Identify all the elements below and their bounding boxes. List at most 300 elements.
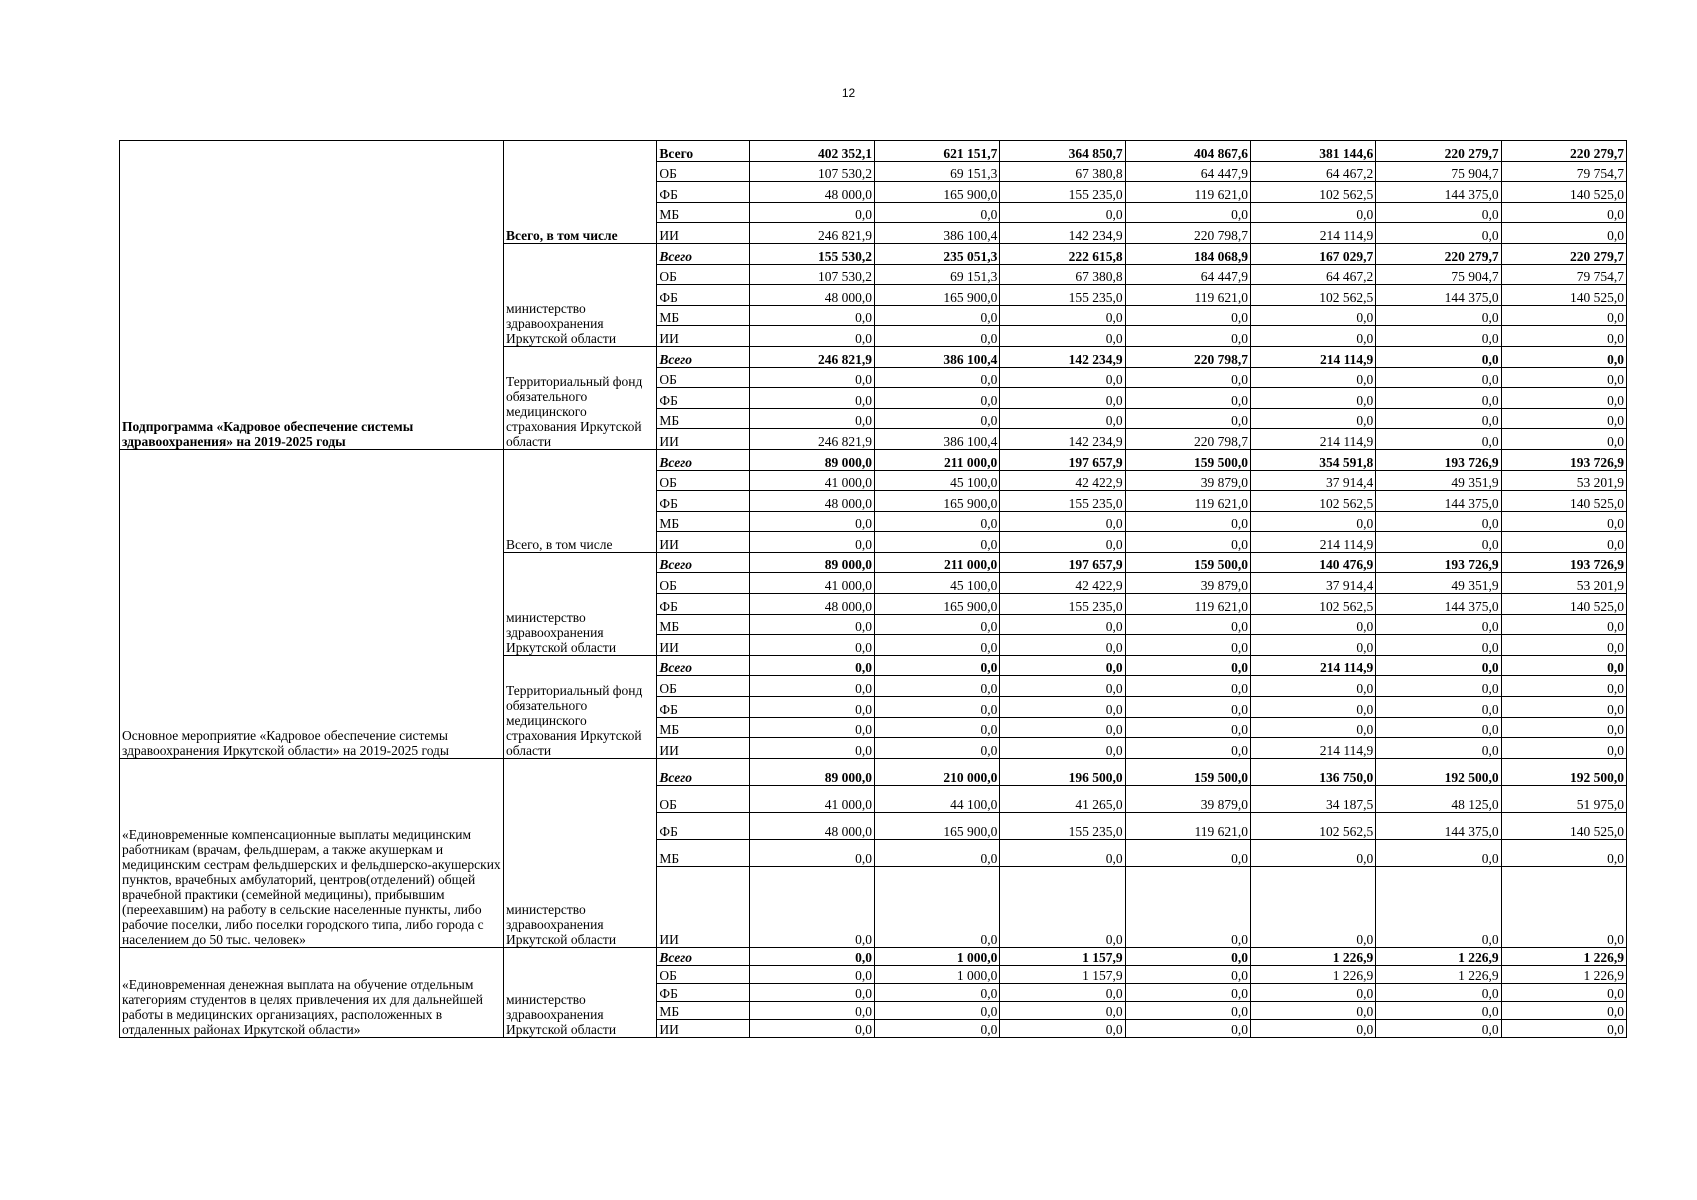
amount-cell: 1 226,9 [1376, 947, 1501, 965]
amount-cell: 48 000,0 [749, 285, 874, 306]
amount-cell: 0,0 [1000, 1001, 1125, 1019]
financing-table-body [120, 141, 1627, 1038]
amount-cell: 0,0 [1000, 866, 1125, 947]
funding-source: ИИ [657, 532, 749, 553]
funding-source: МБ [657, 614, 749, 635]
amount-cell: 0,0 [749, 367, 874, 388]
funding-source: ИИ [657, 866, 749, 947]
amount-cell: 246 821,9 [749, 429, 874, 450]
amount-cell: 0,0 [874, 697, 999, 718]
amount-cell: 89 000,0 [749, 552, 874, 573]
amount-cell: 354 591,8 [1250, 449, 1375, 470]
amount-cell: 0,0 [749, 511, 874, 532]
table-row [120, 449, 1627, 470]
amount-cell: 0,0 [1250, 1001, 1375, 1019]
amount-cell: 0,0 [749, 676, 874, 697]
amount-cell: 0,0 [1125, 839, 1250, 866]
amount-cell: 119 621,0 [1125, 491, 1250, 512]
amount-cell: 211 000,0 [874, 552, 999, 573]
amount-cell: 48 125,0 [1376, 785, 1501, 812]
amount-cell: 0,0 [874, 408, 999, 429]
amount-cell: 0,0 [1125, 965, 1250, 983]
amount-cell: 0,0 [749, 866, 874, 947]
amount-cell: 0,0 [1000, 614, 1125, 635]
amount-cell: 0,0 [1250, 202, 1375, 223]
funding-source: ОБ [657, 965, 749, 983]
amount-cell: 41 000,0 [749, 470, 874, 491]
amount-cell: 41 000,0 [749, 785, 874, 812]
amount-cell: 155 235,0 [1000, 491, 1125, 512]
amount-cell: 0,0 [874, 511, 999, 532]
amount-cell: 0,0 [1125, 532, 1250, 553]
amount-cell: 79 754,7 [1501, 161, 1626, 182]
amount-cell: 0,0 [1250, 305, 1375, 326]
funding-source: МБ [657, 305, 749, 326]
amount-cell: 0,0 [1125, 367, 1250, 388]
funding-source: ОБ [657, 470, 749, 491]
amount-cell: 0,0 [874, 532, 999, 553]
amount-cell: 39 879,0 [1125, 573, 1250, 594]
funding-source: Всего [657, 758, 749, 785]
amount-cell: 0,0 [749, 532, 874, 553]
amount-cell: 220 798,7 [1125, 223, 1250, 244]
amount-cell: 220 279,7 [1501, 141, 1626, 162]
funding-source: Всего [657, 141, 749, 162]
amount-cell: 0,0 [1376, 388, 1501, 409]
amount-cell: 386 100,4 [874, 346, 999, 367]
amount-cell: 0,0 [749, 839, 874, 866]
amount-cell: 0,0 [874, 202, 999, 223]
amount-cell: 0,0 [1250, 676, 1375, 697]
amount-cell: 53 201,9 [1501, 470, 1626, 491]
amount-cell: 0,0 [1376, 429, 1501, 450]
amount-cell: 64 467,2 [1250, 161, 1375, 182]
amount-cell: 165 900,0 [874, 594, 999, 615]
amount-cell: 0,0 [749, 947, 874, 965]
amount-cell: 0,0 [1376, 1019, 1501, 1037]
amount-cell: 155 235,0 [1000, 812, 1125, 839]
amount-cell: 0,0 [1250, 866, 1375, 947]
funding-source: Всего [657, 243, 749, 264]
amount-cell: 42 422,9 [1000, 573, 1125, 594]
amount-cell: 69 151,3 [874, 264, 999, 285]
amount-cell: 0,0 [1376, 655, 1501, 676]
amount-cell: 0,0 [1250, 839, 1375, 866]
funding-source: МБ [657, 202, 749, 223]
amount-cell: 0,0 [1250, 635, 1375, 656]
funding-source: ФБ [657, 983, 749, 1001]
program-name: «Единовременные компенсационные выплаты медицинским работникам (врачам, фельдшерам, а также акушеркам и медицинским сестрам фельдшерских и фельдшерско-акушерских пунктов, врачебных амбулаторий, центров(отделений) общей врачебной практики (семейной медицины), прибывшим (переехавшим) на работу в сельские населенные пункты, либо рабочие поселки, либо поселки городского типа, либо города с населением до 50 тыс. человек» [120, 758, 504, 947]
amount-cell: 193 726,9 [1376, 552, 1501, 573]
amount-cell: 0,0 [874, 305, 999, 326]
executor-name: министерство здравоохранения Иркутской области [504, 552, 657, 655]
amount-cell: 48 000,0 [749, 491, 874, 512]
amount-cell: 159 500,0 [1125, 552, 1250, 573]
amount-cell: 235 051,3 [874, 243, 999, 264]
amount-cell: 0,0 [749, 408, 874, 429]
amount-cell: 192 500,0 [1501, 758, 1626, 785]
table-row [120, 141, 1627, 162]
amount-cell: 0,0 [1250, 511, 1375, 532]
financing-table [119, 140, 1627, 1038]
amount-cell: 0,0 [1501, 202, 1626, 223]
amount-cell: 0,0 [1501, 655, 1626, 676]
amount-cell: 0,0 [1125, 511, 1250, 532]
amount-cell: 0,0 [1125, 614, 1250, 635]
amount-cell: 246 821,9 [749, 223, 874, 244]
amount-cell: 0,0 [1376, 635, 1501, 656]
amount-cell: 0,0 [1000, 202, 1125, 223]
amount-cell: 0,0 [874, 655, 999, 676]
amount-cell: 155 235,0 [1000, 594, 1125, 615]
funding-source: ИИ [657, 635, 749, 656]
amount-cell: 0,0 [1125, 388, 1250, 409]
amount-cell: 0,0 [1250, 408, 1375, 429]
amount-cell: 0,0 [874, 1001, 999, 1019]
amount-cell: 45 100,0 [874, 573, 999, 594]
amount-cell: 140 525,0 [1501, 491, 1626, 512]
executor-name: Всего, в том числе [504, 449, 657, 552]
amount-cell: 165 900,0 [874, 812, 999, 839]
amount-cell: 155 235,0 [1000, 182, 1125, 203]
amount-cell: 0,0 [1000, 511, 1125, 532]
amount-cell: 0,0 [874, 326, 999, 347]
amount-cell: 0,0 [1501, 346, 1626, 367]
amount-cell: 140 525,0 [1501, 285, 1626, 306]
amount-cell: 0,0 [1125, 202, 1250, 223]
funding-source: Всего [657, 947, 749, 965]
amount-cell: 0,0 [1125, 408, 1250, 429]
amount-cell: 107 530,2 [749, 264, 874, 285]
amount-cell: 53 201,9 [1501, 573, 1626, 594]
funding-source: ОБ [657, 676, 749, 697]
amount-cell: 0,0 [1501, 635, 1626, 656]
amount-cell: 0,0 [1376, 1001, 1501, 1019]
amount-cell: 67 380,8 [1000, 264, 1125, 285]
amount-cell: 41 265,0 [1000, 785, 1125, 812]
amount-cell: 0,0 [1125, 635, 1250, 656]
amount-cell: 0,0 [1376, 983, 1501, 1001]
amount-cell: 0,0 [1501, 717, 1626, 738]
funding-source: ОБ [657, 264, 749, 285]
program-name: Основное мероприятие «Кадровое обеспечение системы здравоохранения Иркутской области» на 2019-2025 годы [120, 449, 504, 758]
funding-source: ИИ [657, 326, 749, 347]
amount-cell: 214 114,9 [1250, 429, 1375, 450]
amount-cell: 386 100,4 [874, 223, 999, 244]
amount-cell: 0,0 [1125, 738, 1250, 759]
amount-cell: 0,0 [749, 697, 874, 718]
amount-cell: 402 352,1 [749, 141, 874, 162]
amount-cell: 0,0 [749, 202, 874, 223]
amount-cell: 0,0 [1125, 305, 1250, 326]
amount-cell: 0,0 [1376, 614, 1501, 635]
amount-cell: 0,0 [1501, 223, 1626, 244]
amount-cell: 0,0 [1501, 532, 1626, 553]
amount-cell: 0,0 [1000, 676, 1125, 697]
funding-source: ИИ [657, 1019, 749, 1037]
funding-source: Всего [657, 655, 749, 676]
amount-cell: 0,0 [1250, 697, 1375, 718]
amount-cell: 0,0 [1501, 305, 1626, 326]
amount-cell: 34 187,5 [1250, 785, 1375, 812]
amount-cell: 49 351,9 [1376, 573, 1501, 594]
amount-cell: 0,0 [1250, 1019, 1375, 1037]
amount-cell: 1 000,0 [874, 947, 999, 965]
amount-cell: 1 157,9 [1000, 947, 1125, 965]
funding-source: МБ [657, 1001, 749, 1019]
amount-cell: 144 375,0 [1376, 182, 1501, 203]
amount-cell: 0,0 [1250, 326, 1375, 347]
amount-cell: 196 500,0 [1000, 758, 1125, 785]
amount-cell: 214 114,9 [1250, 223, 1375, 244]
amount-cell: 0,0 [1501, 326, 1626, 347]
amount-cell: 0,0 [749, 326, 874, 347]
amount-cell: 142 234,9 [1000, 429, 1125, 450]
amount-cell: 0,0 [1501, 388, 1626, 409]
amount-cell: 197 657,9 [1000, 552, 1125, 573]
amount-cell: 0,0 [874, 866, 999, 947]
amount-cell: 0,0 [874, 983, 999, 1001]
amount-cell: 0,0 [1376, 866, 1501, 947]
amount-cell: 0,0 [1501, 839, 1626, 866]
amount-cell: 155 235,0 [1000, 285, 1125, 306]
executor-name: Территориальный фонд обязательного медицинского страхования Иркутской области [504, 655, 657, 758]
amount-cell: 0,0 [749, 1001, 874, 1019]
amount-cell: 136 750,0 [1250, 758, 1375, 785]
amount-cell: 0,0 [1000, 326, 1125, 347]
amount-cell: 210 000,0 [874, 758, 999, 785]
funding-source: ОБ [657, 573, 749, 594]
amount-cell: 381 144,6 [1250, 141, 1375, 162]
amount-cell: 0,0 [1125, 1019, 1250, 1037]
amount-cell: 0,0 [1376, 532, 1501, 553]
funding-source: МБ [657, 717, 749, 738]
amount-cell: 75 904,7 [1376, 264, 1501, 285]
amount-cell: 102 562,5 [1250, 491, 1375, 512]
amount-cell: 89 000,0 [749, 449, 874, 470]
amount-cell: 184 068,9 [1125, 243, 1250, 264]
amount-cell: 0,0 [749, 614, 874, 635]
amount-cell: 0,0 [874, 367, 999, 388]
amount-cell: 220 279,7 [1501, 243, 1626, 264]
funding-source: Всего [657, 449, 749, 470]
amount-cell: 214 114,9 [1250, 738, 1375, 759]
amount-cell: 51 975,0 [1501, 785, 1626, 812]
amount-cell: 107 530,2 [749, 161, 874, 182]
amount-cell: 144 375,0 [1376, 285, 1501, 306]
amount-cell: 0,0 [749, 738, 874, 759]
amount-cell: 0,0 [1125, 655, 1250, 676]
executor-name: министерство здравоохранения Иркутской области [504, 243, 657, 346]
amount-cell: 102 562,5 [1250, 594, 1375, 615]
funding-source: МБ [657, 511, 749, 532]
amount-cell: 75 904,7 [1376, 161, 1501, 182]
amount-cell: 0,0 [1501, 1001, 1626, 1019]
amount-cell: 0,0 [1250, 983, 1375, 1001]
amount-cell: 64 447,9 [1125, 161, 1250, 182]
amount-cell: 220 798,7 [1125, 429, 1250, 450]
amount-cell: 1 226,9 [1376, 965, 1501, 983]
amount-cell: 39 879,0 [1125, 470, 1250, 491]
amount-cell: 0,0 [1125, 717, 1250, 738]
amount-cell: 0,0 [749, 655, 874, 676]
amount-cell: 1 157,9 [1000, 965, 1125, 983]
amount-cell: 49 351,9 [1376, 470, 1501, 491]
amount-cell: 45 100,0 [874, 470, 999, 491]
funding-source: МБ [657, 839, 749, 866]
amount-cell: 0,0 [749, 388, 874, 409]
amount-cell: 0,0 [1501, 511, 1626, 532]
amount-cell: 0,0 [749, 983, 874, 1001]
amount-cell: 37 914,4 [1250, 470, 1375, 491]
amount-cell: 0,0 [1125, 1001, 1250, 1019]
executor-name: Всего, в том числе [504, 141, 657, 244]
amount-cell: 0,0 [1000, 388, 1125, 409]
amount-cell: 165 900,0 [874, 491, 999, 512]
amount-cell: 0,0 [1000, 697, 1125, 718]
amount-cell: 48 000,0 [749, 182, 874, 203]
amount-cell: 0,0 [1501, 429, 1626, 450]
amount-cell: 0,0 [1376, 202, 1501, 223]
amount-cell: 0,0 [1376, 839, 1501, 866]
amount-cell: 0,0 [1501, 1019, 1626, 1037]
amount-cell: 0,0 [1376, 223, 1501, 244]
amount-cell: 0,0 [749, 1019, 874, 1037]
funding-source: ФБ [657, 388, 749, 409]
amount-cell: 89 000,0 [749, 758, 874, 785]
amount-cell: 64 467,2 [1250, 264, 1375, 285]
amount-cell: 0,0 [1501, 697, 1626, 718]
amount-cell: 0,0 [749, 635, 874, 656]
amount-cell: 0,0 [1000, 635, 1125, 656]
funding-source: ФБ [657, 491, 749, 512]
funding-source: ОБ [657, 367, 749, 388]
amount-cell: 193 726,9 [1501, 449, 1626, 470]
amount-cell: 144 375,0 [1376, 594, 1501, 615]
amount-cell: 0,0 [1000, 408, 1125, 429]
amount-cell: 220 279,7 [1376, 243, 1501, 264]
amount-cell: 140 525,0 [1501, 594, 1626, 615]
amount-cell: 193 726,9 [1501, 552, 1626, 573]
amount-cell: 0,0 [1376, 676, 1501, 697]
amount-cell: 102 562,5 [1250, 285, 1375, 306]
amount-cell: 1 000,0 [874, 965, 999, 983]
amount-cell: 0,0 [1000, 305, 1125, 326]
amount-cell: 140 525,0 [1501, 812, 1626, 839]
amount-cell: 0,0 [874, 839, 999, 866]
funding-source: ИИ [657, 429, 749, 450]
amount-cell: 0,0 [1376, 367, 1501, 388]
funding-source: ИИ [657, 738, 749, 759]
amount-cell: 0,0 [1501, 983, 1626, 1001]
amount-cell: 140 476,9 [1250, 552, 1375, 573]
funding-source: МБ [657, 408, 749, 429]
amount-cell: 79 754,7 [1501, 264, 1626, 285]
funding-source: ФБ [657, 697, 749, 718]
funding-source: ФБ [657, 285, 749, 306]
amount-cell: 0,0 [1000, 532, 1125, 553]
program-name: «Единовременная денежная выплата на обучение отдельным категориям студентов в целях привлечения их для дальнейшей работы в медицинских организациях, расположенных в отдаленных районах Иркутской области» [120, 947, 504, 1037]
funding-source: ФБ [657, 812, 749, 839]
amount-cell: 0,0 [749, 305, 874, 326]
amount-cell: 140 525,0 [1501, 182, 1626, 203]
amount-cell: 0,0 [1250, 717, 1375, 738]
funding-source: Всего [657, 346, 749, 367]
amount-cell: 0,0 [1000, 983, 1125, 1001]
amount-cell: 0,0 [874, 717, 999, 738]
amount-cell: 39 879,0 [1125, 785, 1250, 812]
amount-cell: 1 226,9 [1250, 947, 1375, 965]
amount-cell: 41 000,0 [749, 573, 874, 594]
amount-cell: 193 726,9 [1376, 449, 1501, 470]
program-name: Подпрограмма «Кадровое обеспечение системы здравоохранения» на 2019-2025 годы [120, 141, 504, 450]
funding-source: ФБ [657, 182, 749, 203]
amount-cell: 0,0 [874, 635, 999, 656]
amount-cell: 142 234,9 [1000, 223, 1125, 244]
amount-cell: 0,0 [874, 388, 999, 409]
amount-cell: 165 900,0 [874, 285, 999, 306]
amount-cell: 142 234,9 [1000, 346, 1125, 367]
amount-cell: 37 914,4 [1250, 573, 1375, 594]
amount-cell: 167 029,7 [1250, 243, 1375, 264]
amount-cell: 0,0 [1000, 655, 1125, 676]
amount-cell: 0,0 [1376, 305, 1501, 326]
amount-cell: 0,0 [1125, 947, 1250, 965]
amount-cell: 44 100,0 [874, 785, 999, 812]
amount-cell: 0,0 [1000, 839, 1125, 866]
amount-cell: 222 615,8 [1000, 243, 1125, 264]
amount-cell: 119 621,0 [1125, 285, 1250, 306]
amount-cell: 214 114,9 [1250, 532, 1375, 553]
amount-cell: 0,0 [1501, 866, 1626, 947]
amount-cell: 0,0 [1125, 676, 1250, 697]
amount-cell: 0,0 [1376, 738, 1501, 759]
amount-cell: 220 798,7 [1125, 346, 1250, 367]
amount-cell: 119 621,0 [1125, 594, 1250, 615]
amount-cell: 0,0 [1125, 983, 1250, 1001]
amount-cell: 48 000,0 [749, 812, 874, 839]
amount-cell: 119 621,0 [1125, 182, 1250, 203]
funding-source: Всего [657, 552, 749, 573]
amount-cell: 102 562,5 [1250, 812, 1375, 839]
amount-cell: 0,0 [749, 965, 874, 983]
amount-cell: 0,0 [874, 676, 999, 697]
amount-cell: 386 100,4 [874, 429, 999, 450]
amount-cell: 0,0 [1376, 717, 1501, 738]
amount-cell: 0,0 [1376, 511, 1501, 532]
amount-cell: 159 500,0 [1125, 449, 1250, 470]
amount-cell: 0,0 [1125, 697, 1250, 718]
amount-cell: 214 114,9 [1250, 346, 1375, 367]
amount-cell: 119 621,0 [1125, 812, 1250, 839]
amount-cell: 0,0 [1501, 738, 1626, 759]
amount-cell: 0,0 [1501, 367, 1626, 388]
amount-cell: 0,0 [1376, 408, 1501, 429]
amount-cell: 0,0 [1376, 346, 1501, 367]
amount-cell: 214 114,9 [1250, 655, 1375, 676]
amount-cell: 0,0 [1501, 408, 1626, 429]
amount-cell: 0,0 [1000, 738, 1125, 759]
amount-cell: 621 151,7 [874, 141, 999, 162]
amount-cell: 0,0 [1125, 326, 1250, 347]
executor-name: министерство здравоохранения Иркутской области [504, 758, 657, 947]
amount-cell: 1 226,9 [1501, 965, 1626, 983]
amount-cell: 220 279,7 [1376, 141, 1501, 162]
table-row [120, 947, 1627, 965]
amount-cell: 1 226,9 [1250, 965, 1375, 983]
amount-cell: 192 500,0 [1376, 758, 1501, 785]
amount-cell: 246 821,9 [749, 346, 874, 367]
